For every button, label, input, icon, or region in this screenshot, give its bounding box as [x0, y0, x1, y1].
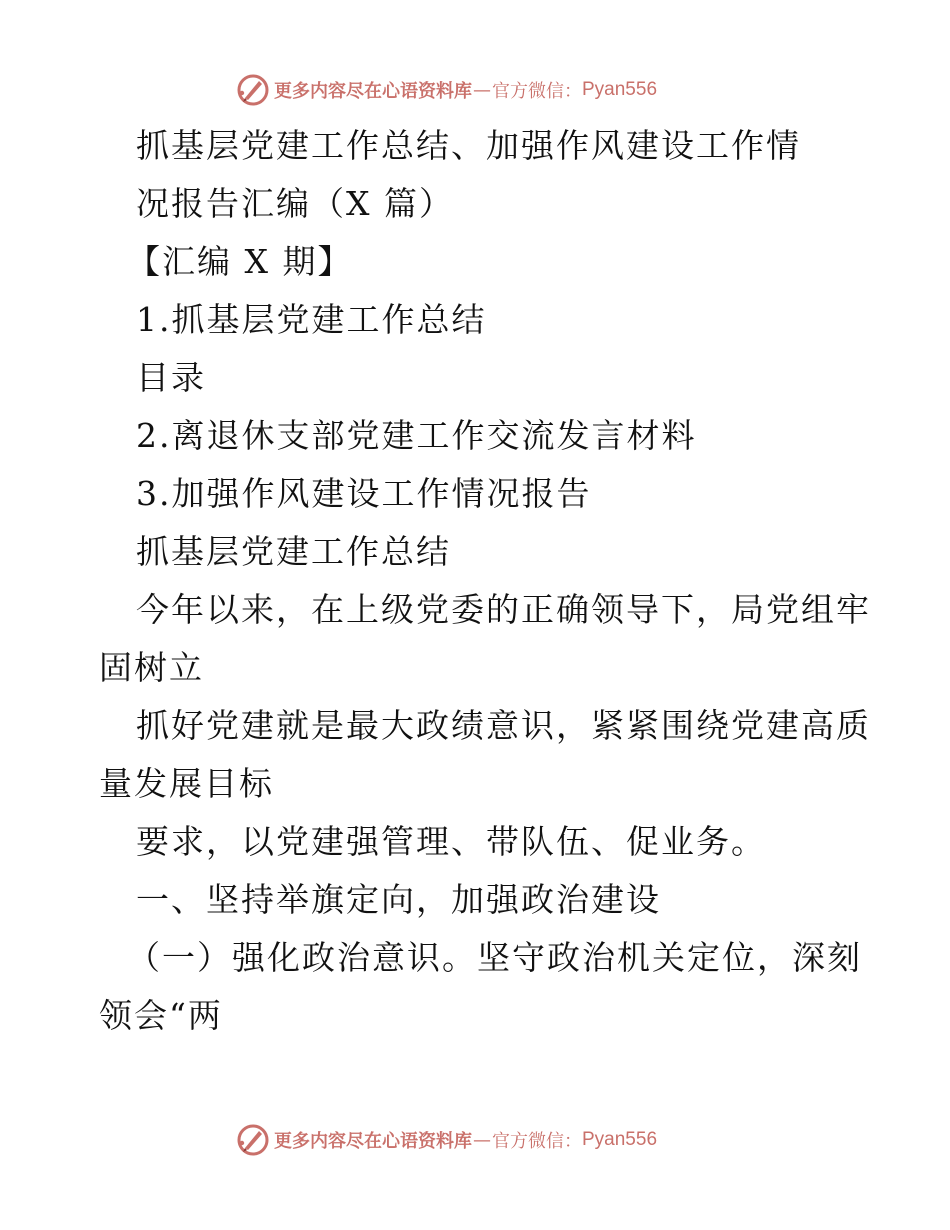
subsection-heading: 一、坚持举旗定向，加强政治建设	[136, 880, 661, 919]
watermark-wechat-label: 官方微信：	[492, 81, 582, 102]
paragraph-line: 抓好党建就是最大政绩意识，紧紧围绕党建高质	[136, 706, 871, 745]
paragraph-line: （一）强化政治意识。坚守政治机关定位，深刻	[127, 938, 862, 977]
toc-heading: 目录	[136, 358, 206, 397]
watermark-wechat-id: Pyan556	[582, 79, 658, 100]
section-title: 抓基层党建工作总结	[136, 532, 451, 571]
paragraph-line: 要求，以党建强管理、带队伍、促业务。	[136, 822, 766, 861]
toc-item-1: 1.抓基层党建工作总结	[136, 300, 487, 339]
watermark-brand: 更多内容尽在心语资料库	[274, 81, 472, 102]
watermark-brand: 更多内容尽在心语资料库	[274, 1131, 472, 1152]
header-watermark	[236, 72, 657, 108]
toc-item-3: 3.加强作风建设工作情况报告	[136, 474, 592, 513]
issue-label: 【汇编 X 期】	[127, 242, 353, 281]
toc-item-2: 2.离退休支部党建工作交流发言材料	[136, 416, 697, 455]
quill-pen-logo-icon	[236, 1123, 270, 1157]
paragraph-line: 量发展目标	[99, 764, 274, 803]
doc-title-line-2: 况报告汇编（X 篇）	[136, 184, 454, 223]
paragraph-line: 领会“两	[99, 996, 223, 1035]
watermark-wechat-id: Pyan556	[582, 1129, 658, 1150]
watermark-dash: —	[473, 79, 491, 101]
paragraph-line: 今年以来，在上级党委的正确领导下，局党组牢	[136, 590, 871, 629]
footer-watermark	[236, 1122, 657, 1158]
doc-title-line-1: 抓基层党建工作总结、加强作风建设工作情	[136, 126, 801, 165]
quill-pen-logo-icon	[236, 73, 270, 107]
paragraph-line: 固树立	[99, 648, 204, 687]
document-body	[99, 117, 871, 1045]
watermark-dash: —	[473, 1129, 491, 1151]
watermark-wechat-label: 官方微信：	[492, 1131, 582, 1152]
